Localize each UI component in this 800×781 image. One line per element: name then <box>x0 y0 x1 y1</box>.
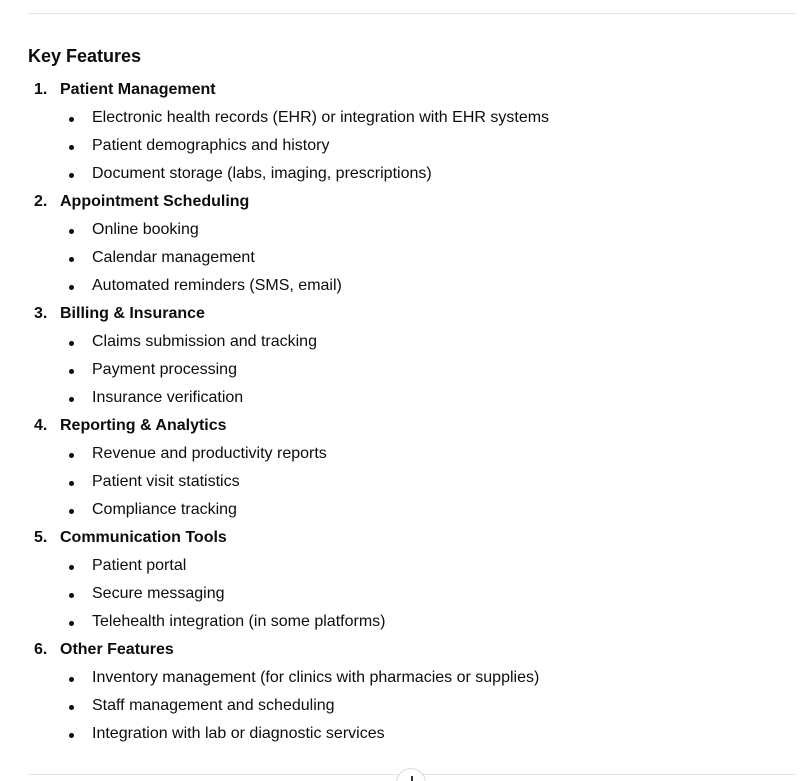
feature-bullets <box>0 440 800 524</box>
feature-number: 5. <box>34 529 48 546</box>
scroll-down-button[interactable] <box>396 768 426 781</box>
bullet-dot-icon <box>69 453 74 458</box>
bullet-dot-icon <box>69 285 74 290</box>
list-item <box>0 692 800 720</box>
list-item <box>0 160 800 188</box>
list-item <box>0 496 800 524</box>
list-item-text: Staff management and scheduling <box>92 697 335 714</box>
list-item <box>0 244 800 272</box>
feature-number: 1. <box>34 81 48 98</box>
bullet-dot-icon <box>69 705 74 710</box>
list-item <box>0 356 800 384</box>
bullet-dot-icon <box>69 481 74 486</box>
feature-header <box>0 524 800 552</box>
list-item <box>0 216 800 244</box>
feature-header <box>0 412 800 440</box>
list-item <box>0 580 800 608</box>
list-item <box>0 664 800 692</box>
bullet-dot-icon <box>69 565 74 570</box>
feature-list <box>0 76 800 748</box>
feature-title: Billing & Insurance <box>60 305 205 322</box>
feature-bullets <box>0 328 800 412</box>
section-heading: Key Features <box>28 46 142 66</box>
bullet-dot-icon <box>69 257 74 262</box>
list-item-text: Patient demographics and history <box>92 137 330 154</box>
list-item-text: Payment processing <box>92 361 237 378</box>
list-item <box>0 272 800 300</box>
bullet-dot-icon <box>69 621 74 626</box>
feature-group-appointment-scheduling <box>0 188 800 300</box>
bullet-dot-icon <box>69 677 74 682</box>
feature-group-communication-tools <box>0 524 800 636</box>
list-item-text: Insurance verification <box>92 389 244 406</box>
feature-title: Communication Tools <box>60 529 227 546</box>
list-item <box>0 132 800 160</box>
list-item-text: Claims submission and tracking <box>92 333 317 350</box>
feature-bullets <box>0 552 800 636</box>
bullet-dot-icon <box>69 733 74 738</box>
bullet-dot-icon <box>69 397 74 402</box>
feature-header <box>0 76 800 104</box>
feature-group-patient-management <box>0 76 800 188</box>
feature-group-billing-insurance <box>0 300 800 412</box>
feature-number: 4. <box>34 417 48 434</box>
feature-bullets <box>0 216 800 300</box>
list-item-text: Compliance tracking <box>92 501 237 518</box>
bullet-dot-icon <box>69 117 74 122</box>
list-item-text: Calendar management <box>92 249 255 266</box>
feature-title: Reporting & Analytics <box>60 417 227 434</box>
bullet-dot-icon <box>69 145 74 150</box>
bullet-dot-icon <box>69 593 74 598</box>
bullet-dot-icon <box>69 341 74 346</box>
feature-bullets <box>0 104 800 188</box>
bullet-dot-icon <box>69 173 74 178</box>
feature-bullets <box>0 664 800 748</box>
feature-title: Patient Management <box>60 81 216 98</box>
list-item-text: Document storage (labs, imaging, prescriptions) <box>92 165 432 182</box>
feature-number: 6. <box>34 641 48 658</box>
feature-header <box>0 636 800 664</box>
list-item-text: Integration with lab or diagnostic services <box>92 725 385 742</box>
list-item <box>0 384 800 412</box>
list-item <box>0 104 800 132</box>
feature-number: 2. <box>34 193 48 210</box>
list-item <box>0 440 800 468</box>
bullet-dot-icon <box>69 509 74 514</box>
feature-group-reporting-analytics <box>0 412 800 524</box>
list-item <box>0 608 800 636</box>
feature-title: Other Features <box>60 641 174 658</box>
list-item-text: Patient visit statistics <box>92 473 240 490</box>
list-item-text: Secure messaging <box>92 585 225 602</box>
bullet-dot-icon <box>69 229 74 234</box>
list-item-text: Telehealth integration (in some platforms) <box>92 613 386 630</box>
list-item <box>0 468 800 496</box>
feature-number: 3. <box>34 305 48 322</box>
list-item-text: Revenue and productivity reports <box>92 445 327 462</box>
list-item-text: Electronic health records (EHR) or integration with EHR systems <box>92 109 550 126</box>
list-item-text: Online booking <box>92 221 199 238</box>
feature-title: Appointment Scheduling <box>60 193 250 210</box>
bullet-dot-icon <box>69 369 74 374</box>
top-divider <box>28 13 796 14</box>
arrow-down-icon <box>411 776 413 781</box>
list-item <box>0 552 800 580</box>
list-item <box>0 720 800 748</box>
list-item-text: Automated reminders (SMS, email) <box>92 277 342 294</box>
feature-header <box>0 300 800 328</box>
list-item-text: Inventory management (for clinics with pharmacies or supplies) <box>92 669 540 686</box>
feature-header <box>0 188 800 216</box>
list-item <box>0 328 800 356</box>
list-item-text: Patient portal <box>92 557 187 574</box>
feature-group-other-features <box>0 636 800 748</box>
